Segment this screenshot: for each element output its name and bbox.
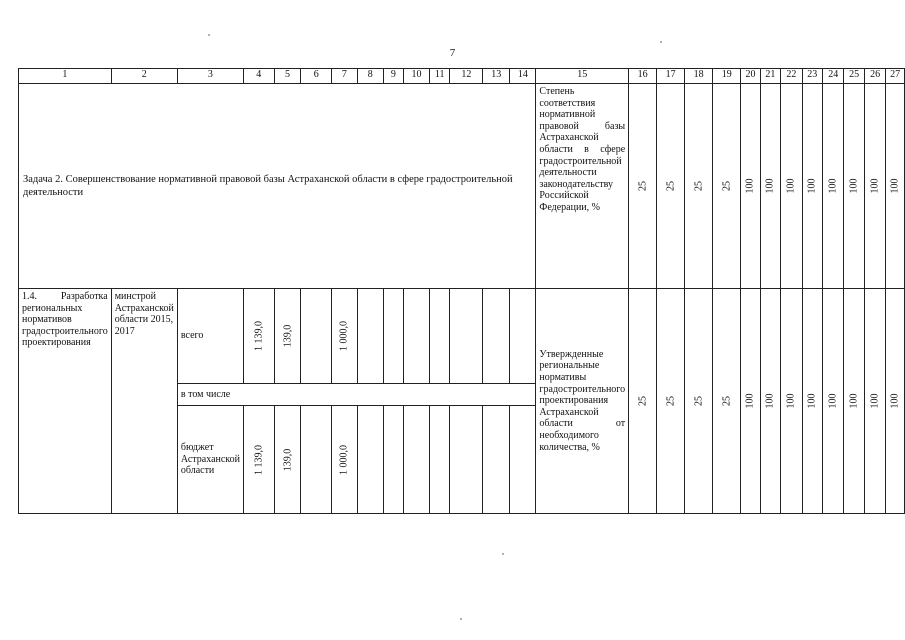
header-cell: 13 <box>483 69 510 84</box>
header-cell: 24 <box>823 69 844 84</box>
item-total-row <box>19 289 905 384</box>
item-value-21 <box>760 289 780 514</box>
task-value-17 <box>657 84 685 289</box>
header-cell: 15 <box>536 69 629 84</box>
page-number: 7 <box>449 47 456 59</box>
value-text: 1 139,0 <box>253 321 265 351</box>
item-indicator: Утвержденные региональные нормативы градостроительного проектирования Астраханской области от необходимого количества, % <box>536 289 629 514</box>
value-text: 100 <box>869 178 881 194</box>
task-value-19 <box>713 84 741 289</box>
value-text: 139,0 <box>282 448 293 471</box>
value-text: 100 <box>827 178 839 194</box>
item-value-18 <box>685 289 713 514</box>
header-cell: 27 <box>886 69 905 84</box>
value-text: 100 <box>848 393 860 409</box>
header-cell: 1 <box>19 69 112 84</box>
header-cell: 26 <box>864 69 885 84</box>
header-cell: 8 <box>357 69 383 84</box>
row-label-total: всего <box>177 289 243 384</box>
header-cell: 5 <box>274 69 301 84</box>
item-value-17 <box>657 289 685 514</box>
value-text: 25 <box>693 181 705 191</box>
value-text: 100 <box>785 178 797 194</box>
value-text: 100 <box>806 178 818 194</box>
task-value-27 <box>886 84 905 289</box>
item-value-25 <box>844 289 864 514</box>
total-col4 <box>244 289 275 384</box>
total-col6 <box>301 289 332 384</box>
header-cell: 7 <box>332 69 358 84</box>
task-row <box>19 84 905 289</box>
program-table <box>18 68 905 514</box>
header-cell: 21 <box>760 69 780 84</box>
task-value-23 <box>802 84 822 289</box>
budget-col8 <box>357 406 383 514</box>
header-cell: 18 <box>685 69 713 84</box>
task-value-22 <box>781 84 802 289</box>
header-cell: 22 <box>781 69 802 84</box>
value-text: 1 000,0 <box>338 321 350 351</box>
item-value-20 <box>741 289 761 514</box>
value-text: 1 000,0 <box>338 444 350 475</box>
item-value-24 <box>823 289 844 514</box>
value-text: 100 <box>806 393 818 409</box>
budget-col4 <box>244 406 275 514</box>
value-text: 100 <box>889 393 901 409</box>
header-cell: 9 <box>383 69 403 84</box>
value-text: 1 139,0 <box>253 444 265 475</box>
task-value-25 <box>844 84 864 289</box>
value-text: 100 <box>848 178 860 194</box>
header-cell: 19 <box>713 69 741 84</box>
item-value-27 <box>886 289 905 514</box>
value-text: 100 <box>744 178 756 194</box>
value-text: 100 <box>889 178 901 194</box>
task-indicator: Степень соответствия нормативной правовой базы Астраханской области в сфере градостроительной деятельности законодательству Российской Федерации, % <box>536 84 629 289</box>
total-col14 <box>510 289 536 384</box>
total-col9 <box>383 289 403 384</box>
value-text: 25 <box>693 396 705 406</box>
header-cell: 6 <box>301 69 332 84</box>
value-text: 100 <box>785 393 797 409</box>
value-text: 25 <box>665 181 677 191</box>
header-cell: 4 <box>244 69 275 84</box>
budget-col11 <box>430 406 450 514</box>
total-col13 <box>483 289 510 384</box>
value-text: 25 <box>637 396 649 406</box>
item-value-26 <box>864 289 885 514</box>
task-title: Задача 2. Совершенствование нормативной правовой базы Астраханской области в сфере градостроительной деятельности <box>19 84 536 289</box>
task-value-18 <box>685 84 713 289</box>
total-col10 <box>403 289 429 384</box>
value-text: 100 <box>869 393 881 409</box>
scan-speck <box>502 553 504 555</box>
header-cell: 3 <box>177 69 243 84</box>
value-text: 25 <box>721 181 733 191</box>
budget-col12 <box>450 406 483 514</box>
item-executor: минстрой Астраханской области 2015, 2017 <box>111 289 177 514</box>
header-row <box>19 69 905 84</box>
header-cell: 20 <box>741 69 761 84</box>
scan-speck <box>660 41 662 43</box>
budget-col13 <box>483 406 510 514</box>
task-value-16 <box>629 84 657 289</box>
budget-col5 <box>274 406 301 514</box>
header-cell: 12 <box>450 69 483 84</box>
total-col5 <box>274 289 301 384</box>
value-text: 25 <box>637 181 649 191</box>
value-text: 100 <box>827 393 839 409</box>
total-col7 <box>332 289 358 384</box>
header-cell: 10 <box>403 69 429 84</box>
budget-col7 <box>332 406 358 514</box>
budget-col10 <box>403 406 429 514</box>
header-cell: 14 <box>510 69 536 84</box>
header-cell: 17 <box>657 69 685 84</box>
budget-col9 <box>383 406 403 514</box>
task-value-24 <box>823 84 844 289</box>
total-col8 <box>357 289 383 384</box>
row-label-budget: бюджет Астраханской области <box>177 406 243 514</box>
header-cell: 23 <box>802 69 822 84</box>
item-name: 1.4. Разработка региональных нормативов градостроительного проектирования <box>19 289 112 514</box>
value-text: 100 <box>764 178 776 194</box>
scan-speck <box>460 618 462 620</box>
header-cell: 25 <box>844 69 864 84</box>
header-cell: 2 <box>111 69 177 84</box>
scan-speck <box>208 34 210 36</box>
value-text: 25 <box>665 396 677 406</box>
header-cell: 11 <box>430 69 450 84</box>
item-value-19 <box>713 289 741 514</box>
including-label: в том числе <box>177 384 536 406</box>
item-value-23 <box>802 289 822 514</box>
budget-col14 <box>510 406 536 514</box>
value-text: 25 <box>721 396 733 406</box>
value-text: 100 <box>744 393 756 409</box>
value-text: 139,0 <box>282 324 293 348</box>
total-col11 <box>430 289 450 384</box>
value-text: 100 <box>764 393 776 409</box>
budget-col6 <box>301 406 332 514</box>
item-value-22 <box>781 289 802 514</box>
header-cell: 16 <box>629 69 657 84</box>
task-value-26 <box>864 84 885 289</box>
total-col12 <box>450 289 483 384</box>
task-value-20 <box>741 84 761 289</box>
task-value-21 <box>760 84 780 289</box>
item-value-16 <box>629 289 657 514</box>
